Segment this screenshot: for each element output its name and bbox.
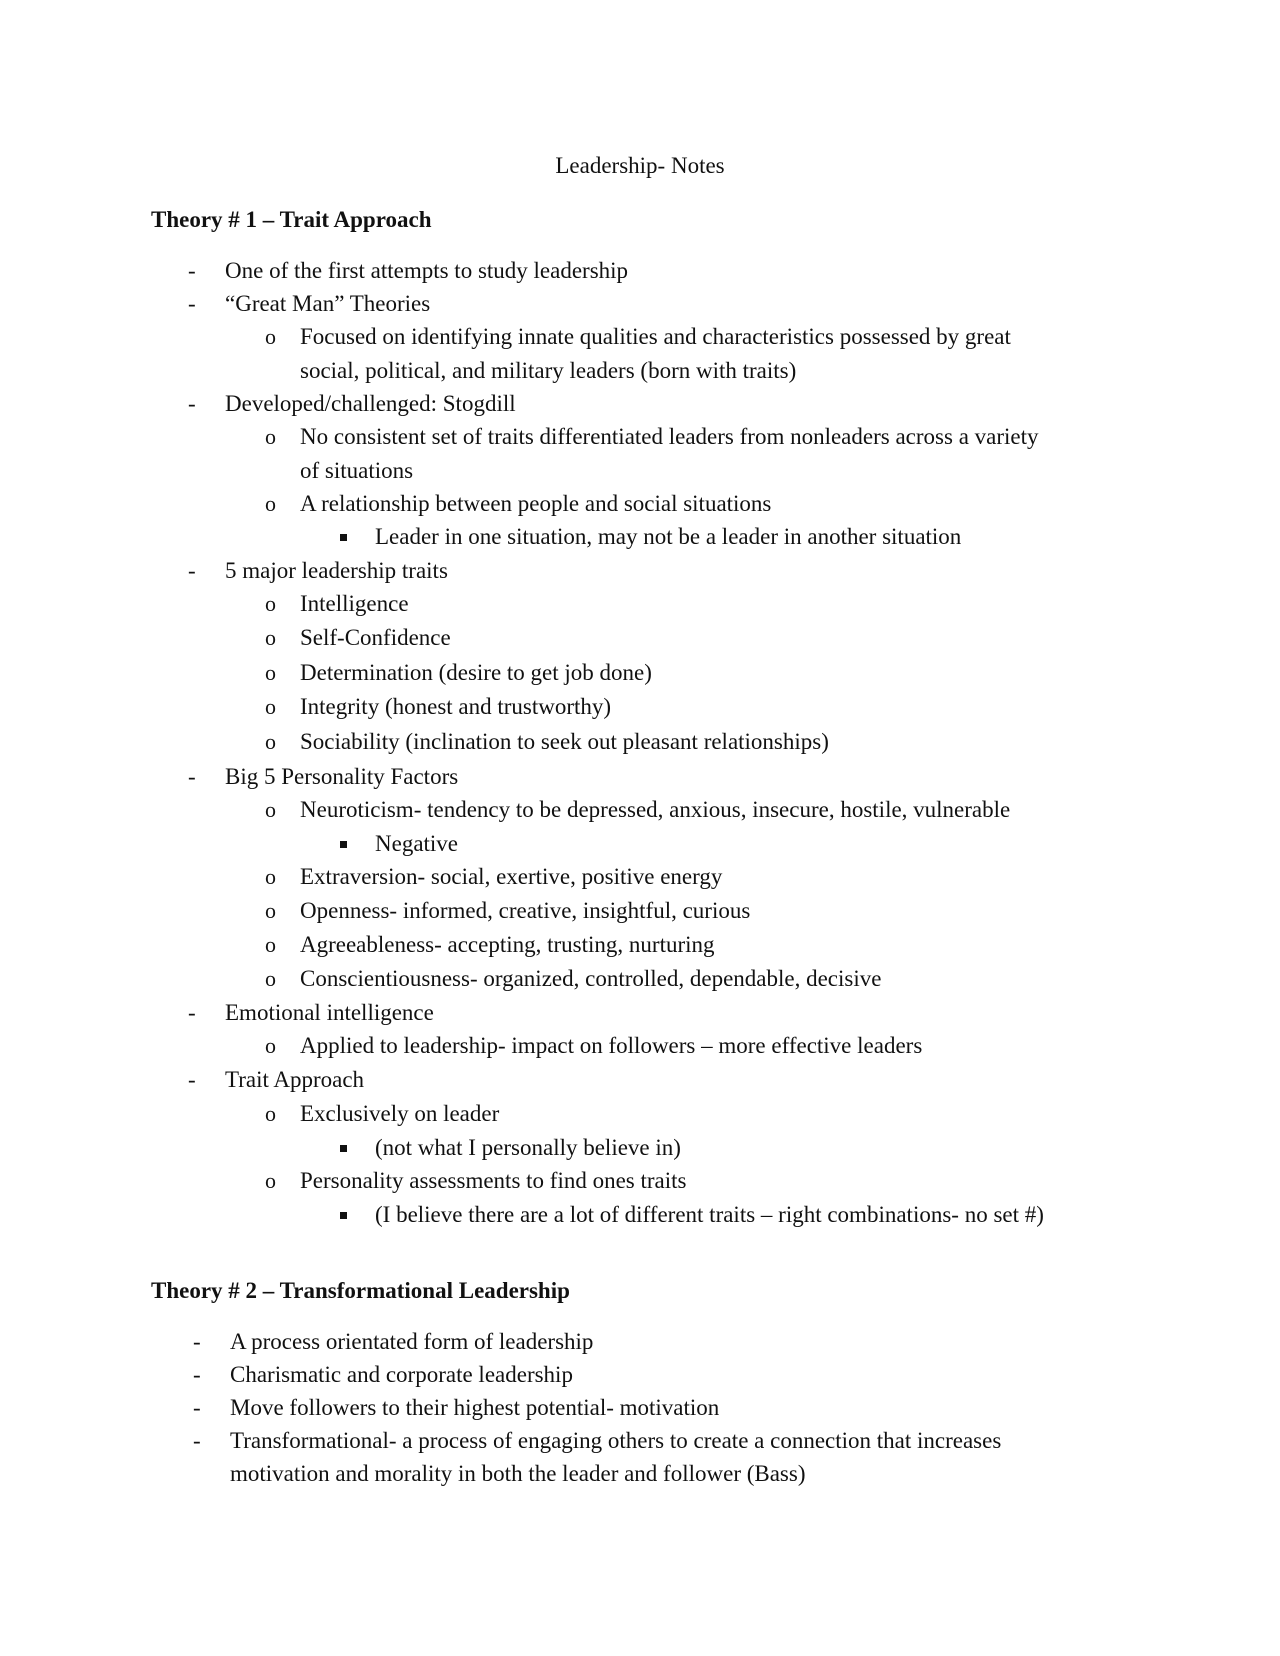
- list-item: Agreeableness- accepting, trusting, nurturing: [300, 932, 715, 957]
- list-item: Conscientiousness- organized, controlled, dependable, decisive: [300, 966, 882, 991]
- list-item: Neuroticism- tendency to be depressed, anxious, insecure, hostile, vulnerable: [300, 797, 1011, 822]
- square-bullet: [340, 534, 347, 541]
- list-item: “Great Man” Theories: [225, 291, 431, 316]
- dash-bullet: -: [188, 558, 196, 583]
- section-heading-theory-1: Theory # 1 – Trait Approach: [151, 207, 432, 232]
- circle-bullet: o: [265, 797, 276, 822]
- list-item: A relationship between people and social situations: [300, 491, 772, 516]
- list-item: No consistent set of traits differentiated leaders from nonleaders across a variety: [300, 424, 1039, 449]
- list-item-continued: social, political, and military leaders (born with traits): [300, 358, 797, 383]
- list-item: Self-Confidence: [300, 625, 451, 650]
- circle-bullet: o: [265, 1168, 276, 1193]
- dash-bullet: -: [188, 258, 196, 283]
- circle-bullet: o: [265, 625, 276, 650]
- list-item: Focused on identifying innate qualities and characteristics possessed by great: [300, 324, 1011, 349]
- list-item: 5 major leadership traits: [225, 558, 448, 583]
- list-item: Developed/challenged: Stogdill: [225, 391, 516, 416]
- dash-bullet: -: [188, 764, 196, 789]
- circle-bullet: o: [265, 694, 276, 719]
- section-heading-theory-2: Theory # 2 – Transformational Leadership: [151, 1278, 570, 1303]
- list-item: A process orientated form of leadership: [230, 1329, 594, 1354]
- dash-bullet: -: [188, 391, 196, 416]
- list-item: Openness- informed, creative, insightful, curious: [300, 898, 751, 923]
- list-item: Trait Approach: [225, 1067, 365, 1092]
- dash-bullet: -: [193, 1329, 201, 1354]
- dash-bullet: -: [193, 1395, 201, 1420]
- dash-bullet: -: [188, 1000, 196, 1025]
- circle-bullet: o: [265, 660, 276, 685]
- list-item: Personality assessments to find ones traits: [300, 1168, 687, 1193]
- list-item-continued: motivation and morality in both the leader and follower (Bass): [230, 1461, 806, 1486]
- circle-bullet: o: [265, 932, 276, 957]
- circle-bullet: o: [265, 1033, 276, 1058]
- list-item: Exclusively on leader: [300, 1101, 500, 1126]
- circle-bullet: o: [265, 729, 276, 754]
- list-item: (I believe there are a lot of different traits – right combinations- no set #): [375, 1202, 1044, 1227]
- square-bullet: [340, 1145, 347, 1152]
- circle-bullet: o: [265, 898, 276, 923]
- list-item: Charismatic and corporate leadership: [230, 1362, 573, 1387]
- dash-bullet: -: [193, 1428, 201, 1453]
- list-item: Sociability (inclination to seek out pleasant relationships): [300, 729, 829, 754]
- circle-bullet: o: [265, 591, 276, 616]
- list-item: (not what I personally believe in): [375, 1135, 681, 1160]
- circle-bullet: o: [265, 424, 276, 449]
- circle-bullet: o: [265, 491, 276, 516]
- square-bullet: [340, 1212, 347, 1219]
- list-item: One of the first attempts to study leadership: [225, 258, 629, 283]
- list-item: Negative: [375, 831, 459, 856]
- dash-bullet: -: [188, 291, 196, 316]
- list-item: Applied to leadership- impact on followers – more effective leaders: [300, 1033, 923, 1058]
- list-item: Determination (desire to get job done): [300, 660, 652, 685]
- list-item: Extraversion- social, exertive, positive energy: [300, 864, 723, 889]
- circle-bullet: o: [265, 324, 276, 349]
- list-item: Emotional intelligence: [225, 1000, 434, 1025]
- list-item: Big 5 Personality Factors: [225, 764, 459, 789]
- circle-bullet: o: [265, 864, 276, 889]
- dash-bullet: -: [188, 1067, 196, 1092]
- square-bullet: [340, 841, 347, 848]
- list-item-continued: of situations: [300, 458, 414, 483]
- circle-bullet: o: [265, 1101, 276, 1126]
- list-item: Transformational- a process of engaging others to create a connection that increases: [230, 1428, 1002, 1453]
- list-item: Move followers to their highest potential- motivation: [230, 1395, 720, 1420]
- list-item: Intelligence: [300, 591, 409, 616]
- page-title: Leadership- Notes: [555, 153, 725, 178]
- list-item: Integrity (honest and trustworthy): [300, 694, 612, 719]
- list-item: Leader in one situation, may not be a leader in another situation: [375, 524, 962, 549]
- circle-bullet: o: [265, 966, 276, 991]
- dash-bullet: -: [193, 1362, 201, 1387]
